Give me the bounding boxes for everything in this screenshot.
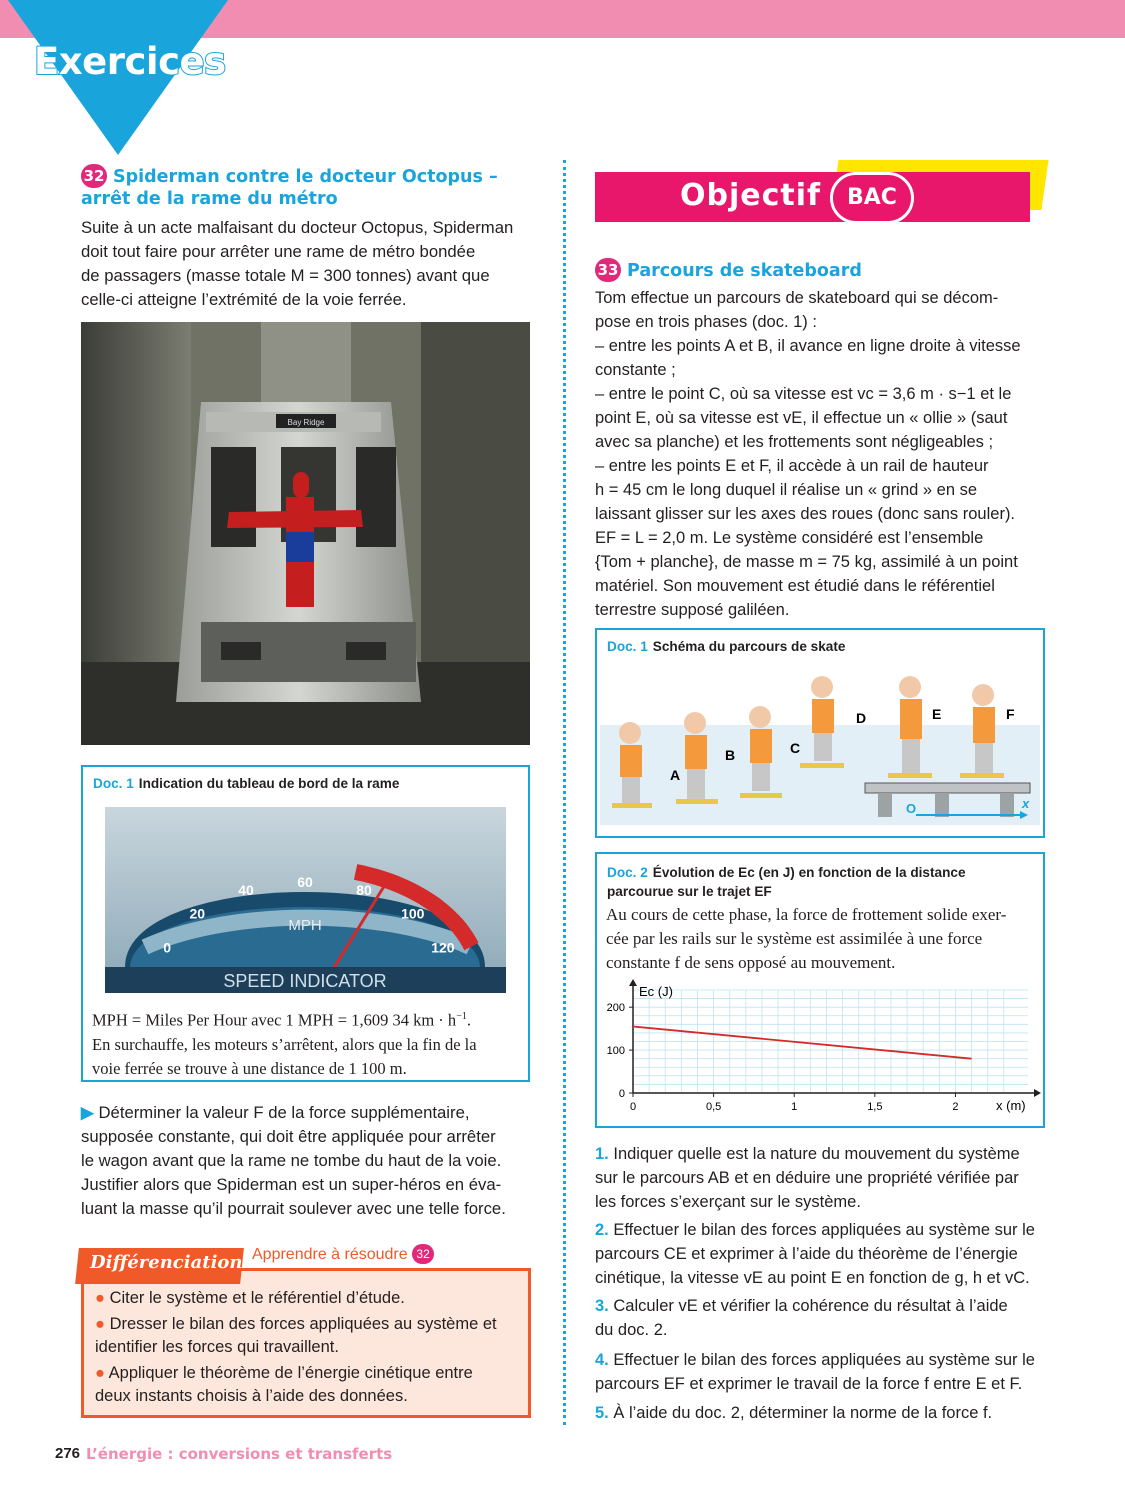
point-label: F (1006, 706, 1015, 722)
chapter-title: L’énergie : conversions et transferts (86, 1445, 393, 1463)
question-1 (595, 1142, 1045, 1214)
column-divider (563, 160, 566, 1425)
chart-y-axis-label: Ec (J) (639, 984, 673, 999)
ex33-doc1-title (607, 639, 845, 654)
doc2-text-line: cée par les rails sur le système est assimilée à une force (606, 929, 983, 948)
doc1-note3: voie ferrée se trouve à une distance de 1 100 m. (92, 1058, 407, 1078)
ex32-intro (81, 216, 530, 312)
doc1-note2: En surchauffe, les moteurs s’arrêtent, alors que la fin de la (92, 1034, 477, 1054)
gauge-tick-label: 40 (238, 882, 254, 899)
bullet-text: deux instants choisis à l’aide des données. (95, 1387, 408, 1405)
chart-x-tick-label: 0,5 (705, 1101, 722, 1113)
ex33-line: point E, où sa vitesse est vE, il effectue un « ollie » (saut (595, 409, 1008, 427)
ex33-statement (595, 286, 1045, 622)
ex33-line: avec sa planche) et les frottements sont négligeables ; (595, 433, 994, 451)
chart-x-arrow (1034, 1089, 1041, 1097)
ex33-line: – entre les points A et B, il avance en ligne droite à vitesse (595, 337, 1021, 355)
doc2-text-line: Au cours de cette phase, la force de frottement solide exer- (606, 905, 1007, 924)
question-line: du doc. 2. (595, 1321, 668, 1339)
chart-y-tick-label: 100 (606, 1045, 625, 1058)
task-line: luant la masse qu’il pourrait soulever avec une telle force. (81, 1199, 506, 1218)
question-number: 3. (595, 1297, 609, 1315)
ex33-line: {Tom + planche}, de masse m = 75 kg, assimilé à un point (595, 553, 1018, 571)
ex32-intro-line: de passagers (masse totale M = 300 tonnes) avant que (81, 266, 490, 285)
ex33-line: matériel. Son mouvement est étudié dans le référentiel (595, 577, 995, 595)
question-number: 2. (595, 1221, 609, 1239)
bullet-icon: ● (95, 1364, 105, 1382)
gauge-tick-label: 20 (189, 905, 206, 922)
point-label: A (670, 767, 681, 783)
ex33-line: h = 45 cm le long duquel il réalise un « grind » en se (595, 481, 978, 499)
bac-badge: BAC (830, 172, 914, 224)
question-line: Effectuer le bilan des forces appliquées au système sur le (613, 1221, 1035, 1239)
doc-tag: Doc. 1 (607, 639, 648, 654)
ex32-title-line1: Spiderman contre le docteur Octopus – (113, 167, 498, 187)
point-label: E (932, 706, 942, 722)
doc1-note1-exp: −1 (456, 1011, 467, 1022)
ex33-line: laissant glisser sur les axes des roues (donc sans rouler). (595, 505, 1016, 523)
ex32-title-line2: arrêt de la rame du métro (81, 189, 338, 209)
chart-x-tick-label: 2 (952, 1101, 959, 1113)
train-destination-sign: Bay Ridge (287, 418, 325, 427)
ex33-line: terrestre supposé galiléen. (595, 601, 790, 619)
ex32-doc1-title (93, 776, 399, 791)
task-marker-icon: ▶ (81, 1103, 94, 1122)
ex32-number-badge: 32 (81, 164, 107, 188)
skate-diagram (600, 665, 1040, 830)
diff-bullet (95, 1313, 520, 1359)
gauge-tick-label: 100 (401, 905, 425, 922)
ex33-line: – entre les points E et F, il accède à un rail de hauteur (595, 457, 989, 475)
ex33-line: EF = L = 2,0 m. Le système considéré est l’ensemble (595, 529, 984, 547)
speedometer-graphic (105, 807, 506, 993)
chart-x-tick-label: 1 (791, 1101, 798, 1113)
question-line: parcours EF et exprimer le travail de la force f entre E et F. (595, 1375, 1023, 1393)
ex32-doc1-notes (92, 1005, 522, 1081)
doc2-title-line2: parcourue sur le trajet EF (607, 884, 772, 899)
ex33-doc2-text (606, 903, 1036, 975)
ex32-intro-line: doit tout faire pour arrêter une rame de métro bondée (81, 242, 476, 261)
question-3 (595, 1294, 1045, 1342)
chart-x-tick-label: 0 (629, 1101, 637, 1113)
gauge-unit-label: MPH (288, 917, 322, 934)
gauge-tick-label: 120 (431, 939, 455, 956)
doc2-text-line: constante f de sens opposé au mouvement. (606, 953, 896, 972)
spiderman-train-photo (81, 322, 530, 745)
ex32-heading (81, 164, 541, 210)
gauge-caption: SPEED INDICATOR (223, 971, 387, 991)
ex33-line: pose en trois phases (doc. 1) : (595, 313, 817, 331)
point-label: D (856, 710, 867, 726)
origin-label: O (906, 801, 917, 816)
learn-to-solve-link[interactable] (252, 1244, 440, 1264)
question-line: cinétique, la vitesse vE au point E en fonction de g, h et vC. (595, 1269, 1030, 1287)
question-number: 1. (595, 1145, 609, 1163)
page-number: 276 (55, 1445, 81, 1462)
doc1-note1-end: . (466, 1010, 471, 1030)
speedometer (105, 807, 506, 993)
ex33-line: constante ; (595, 361, 676, 379)
question-line: À l’aide du doc. 2, déterminer la norme de la force f. (613, 1404, 993, 1422)
chart-x-axis-label: x (m) (996, 1098, 1026, 1113)
bullet-icon: ● (95, 1315, 105, 1333)
task-line: Justifier alors que Spiderman est un super-héros en éva- (81, 1175, 502, 1194)
page-title: Exercices (34, 40, 226, 83)
doc-title-text: Indication du tableau de bord de la rame (138, 776, 400, 791)
differenciation-tab-label: Différenciation (90, 1252, 243, 1273)
question-number: 5. (595, 1404, 609, 1422)
point-label: B (725, 747, 736, 763)
gauge-tick-label: 0 (163, 939, 171, 956)
question-line: Indiquer quelle est la nature du mouvement du système (613, 1145, 1020, 1163)
question-number: 4. (595, 1351, 609, 1369)
ex33-title: Parcours de skateboard (627, 261, 862, 281)
doc-tag: Doc. 1 (93, 776, 134, 791)
bullet-text: Appliquer le théorème de l’énergie cinétique entre (108, 1364, 473, 1382)
doc-title-text: Schéma du parcours de skate (652, 639, 846, 654)
task-line: Déterminer la valeur F de la force supplémentaire, (98, 1103, 470, 1122)
train-illustration (81, 322, 530, 745)
question-line: Effectuer le bilan des forces appliquées au système sur le (613, 1351, 1035, 1369)
learn-label: Apprendre à résoudre (252, 1246, 408, 1263)
doc2-title-line1: Évolution de Ec (en J) en fonction de la distance (652, 865, 966, 880)
point-label: C (790, 740, 801, 756)
objectif-label: Objectif (680, 178, 822, 213)
chart-series-line (633, 1026, 972, 1058)
ex32-intro-line: Suite à un acte malfaisant du docteur Octopus, Spiderman (81, 218, 514, 237)
doc-tag: Doc. 2 (607, 865, 648, 880)
x-axis-label: x (1022, 796, 1030, 811)
chart-y-tick-label: 200 (606, 1002, 625, 1015)
chart-x-tick-label: 1,5 (867, 1101, 883, 1113)
question-2 (595, 1218, 1045, 1290)
ex33-doc2-title (607, 863, 1037, 901)
chart-y-arrow (629, 979, 637, 986)
ex33-heading (595, 258, 862, 282)
ex33-line: Tom effectue un parcours de skateboard qui se décom- (595, 289, 999, 307)
chart-y-tick-label: 0 (618, 1088, 625, 1100)
task-line: supposée constante, qui doit être appliquée pour arrêter (81, 1127, 496, 1146)
doc1-note-line (92, 1005, 522, 1033)
ex32-task (81, 1101, 530, 1221)
question-5 (595, 1401, 1045, 1425)
bullet-text: identifier les forces qui travaillent. (95, 1338, 339, 1356)
ex33-line: – entre le point C, où sa vitesse est vc = 3,6 m · s−1 et le (595, 385, 1012, 403)
ex32-intro-line: celle-ci atteigne l’extrémité de la voie ferrée. (81, 290, 407, 309)
learn-number-badge: 32 (412, 1244, 434, 1264)
ec-chart-graphic (598, 978, 1042, 1123)
skate-diagram-graphic (600, 665, 1040, 830)
question-4 (595, 1348, 1045, 1396)
diff-bullet (95, 1362, 520, 1408)
ex33-number-badge: 33 (595, 258, 621, 282)
bullet-text: Citer le système et le référentiel d’étude. (109, 1289, 405, 1307)
gauge-tick-label: 80 (356, 882, 372, 899)
diff-bullet (95, 1287, 520, 1310)
doc1-note1: MPH = Miles Per Hour avec 1 MPH = 1,609 34 km · h (92, 1010, 457, 1030)
bullet-icon: ● (95, 1289, 105, 1307)
task-line: le wagon avant que la rame ne tombe du haut de la voie. (81, 1151, 502, 1170)
question-line: parcours CE et exprimer à l’aide du théorème de l’énergie (595, 1245, 1018, 1263)
gauge-tick-label: 60 (297, 874, 313, 890)
bullet-text: Dresser le bilan des forces appliquées au système et (109, 1315, 497, 1333)
question-line: Calculer vE et vérifier la cohérence du résultat à l’aide (613, 1297, 1008, 1315)
question-line: les forces s’exerçant sur le système. (595, 1193, 861, 1211)
ec-chart (598, 978, 1042, 1123)
question-line: sur le parcours AB et en déduire une propriété vérifiée par (595, 1169, 1019, 1187)
